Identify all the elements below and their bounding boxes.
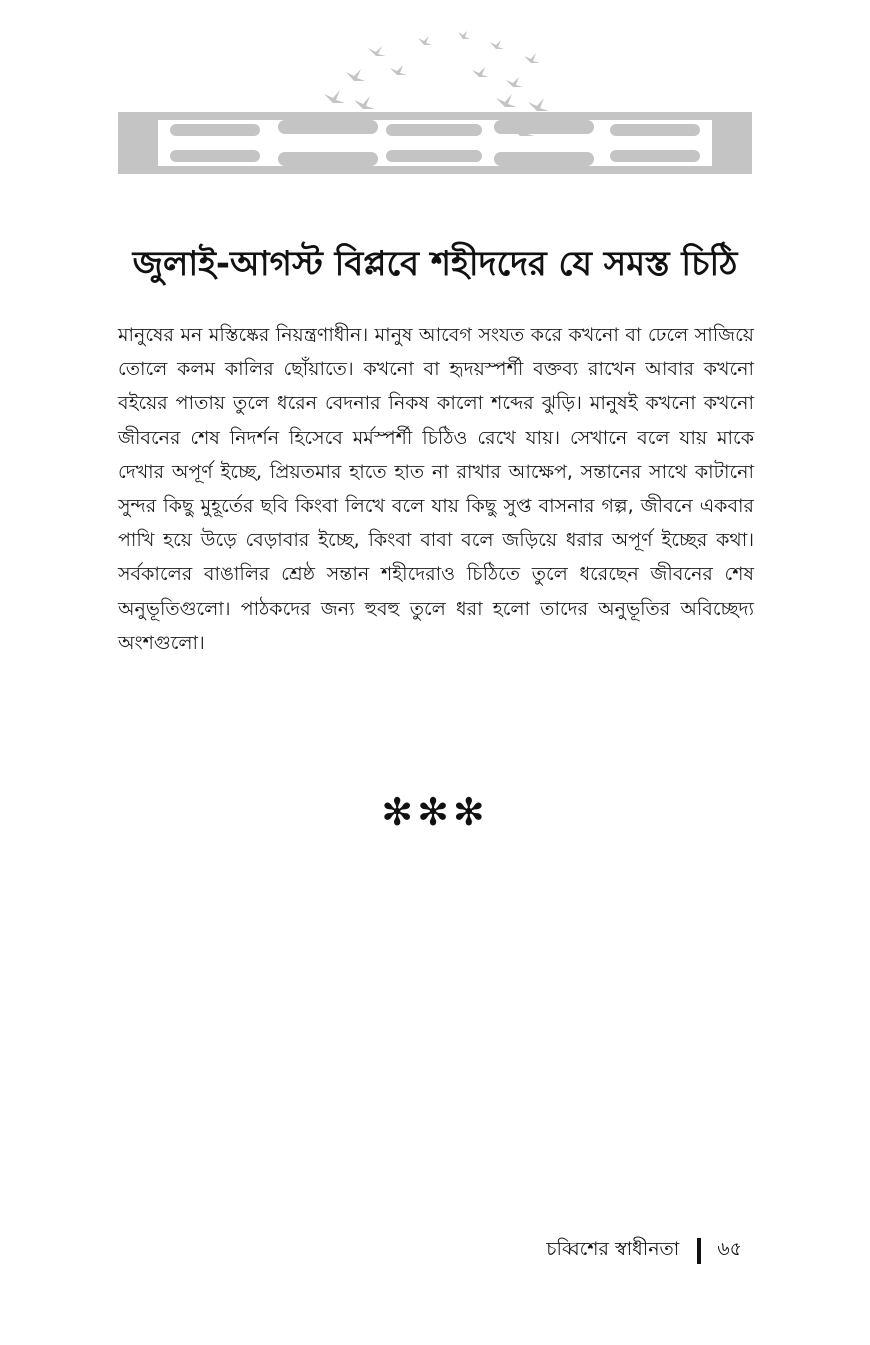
page-number: ৬৫ (717, 1238, 742, 1260)
chapter-intro-paragraph: মানুষের মন মস্তিষ্কের নিয়ন্ত্রণাধীন। মানুষ আবেগ সংযত করে কখনো বা ঢেলে সাজিয়ে তোলে কলম কালির ছোঁয়াতে। কখনো বা হৃদয়স্পর্শী বক্তব্য রাখেন আবার কখনো বইয়ের পাতায় তুলে ধরেন বেদনার নিকষ কালো শব্দের ঝুড়ি। মানুষই কখনো কখনো জীবনের শেষ নিদর্শন হিসেবে মর্মস্পর্শী চিঠিও রেখে যায়। সেখানে বলে যায় মাকে দেখার অপূর্ণ ইচ্ছে, প্রিয়তমার হাতে হাত না রাখার আক্ষেপ, সন্তানের সাথে কাটানো সুন্দর কিছু মুহূর্তের ছবি কিংবা লিখে বলে যায় কিছু সুপ্ত বাসনার গল্প, জীবনে একবার পাখি হয়ে উড়ে বেড়াবার ইচ্ছে, কিংবা বাবা বলে জড়িয়ে ধরার অপূর্ণ ইচ্ছের কথা। সর্বকালের বাঙালির শ্রেষ্ঠ সন্তান শহীদেরাও চিঠিতে তুলে ধরেছেন জীবনের শেষ অনুভূতিগুলো। পাঠকদের জন্য হুবহু তুলে ধরা হলো তাদের অনুভূতির অবিচ্ছেদ্য অংশগুলো। (118, 324, 754, 654)
broken-chain-birds-icon (118, 20, 752, 180)
footer-divider (697, 1238, 701, 1264)
page-footer (546, 1234, 742, 1268)
section-separator: ✻✻✻ (381, 790, 489, 834)
footer-book-title: চব্বিশের স্বাধীনতা (546, 1238, 680, 1260)
chapter-title: জুলাই-আগস্ট বিপ্লবে শহীদদের যে সমস্ত চিঠি (132, 244, 738, 284)
